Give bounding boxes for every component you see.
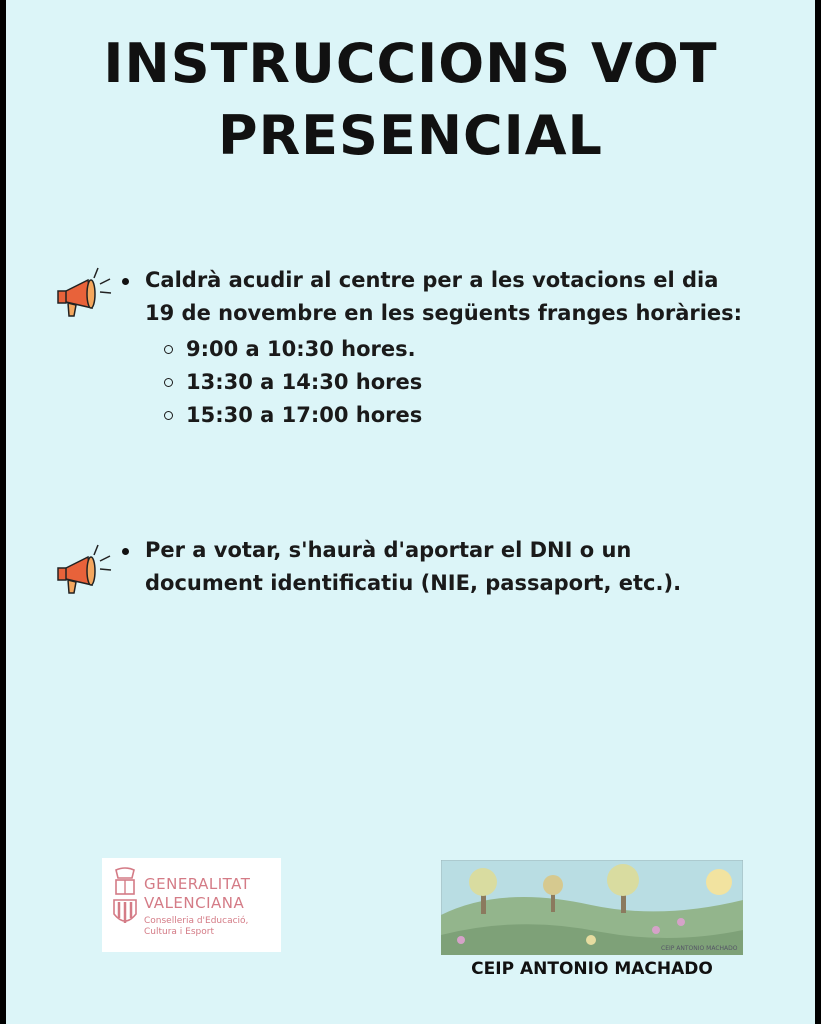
page-title <box>6 28 815 172</box>
gva-sub-1: Conselleria d'Educació, <box>144 916 249 926</box>
title-line-2: PRESENCIAL <box>218 104 603 167</box>
text-line: Per a votar, s'haurà d'aportar el DNI o un <box>145 538 632 562</box>
gva-sub-2: Cultura i Esport <box>144 927 214 937</box>
poster <box>6 0 815 1024</box>
time-slot-2: 13:30 a 14:30 hores <box>186 370 423 394</box>
sub-bullet <box>164 411 173 420</box>
id-document-text <box>145 534 765 600</box>
sub-bullet <box>164 378 173 387</box>
text-line: 19 de novembre en les següents franges horàries: <box>145 301 743 325</box>
bullet-dot <box>122 278 129 285</box>
gva-department <box>144 916 248 938</box>
gva-line-1: GENERALITAT <box>144 875 251 893</box>
gva-line-2: VALENCIANA <box>144 894 245 912</box>
time-slot-3: 15:30 a 17:00 hores <box>186 403 423 427</box>
illustration-caption: CEIP ANTONIO MACHADO <box>661 945 738 952</box>
megaphone-icon <box>54 264 116 324</box>
school-name: CEIP ANTONIO MACHADO <box>471 959 713 979</box>
generalitat-valenciana-logo <box>102 858 281 952</box>
bullet-dot <box>122 548 129 555</box>
voting-dates-text <box>145 264 765 330</box>
time-slot-1: 9:00 a 10:30 hores. <box>186 337 416 361</box>
text-line: document identificatiu (NIE, passaport, etc.). <box>145 571 682 595</box>
coat-of-arms-icon <box>110 866 140 934</box>
gva-name <box>144 875 250 913</box>
title-line-1: INSTRUCCIONS VOT <box>103 32 718 95</box>
text-line: Caldrà acudir al centre per a les votacions el dia <box>145 268 719 292</box>
sub-bullet <box>164 345 173 354</box>
megaphone-icon <box>54 541 116 601</box>
school-illustration <box>441 860 743 955</box>
